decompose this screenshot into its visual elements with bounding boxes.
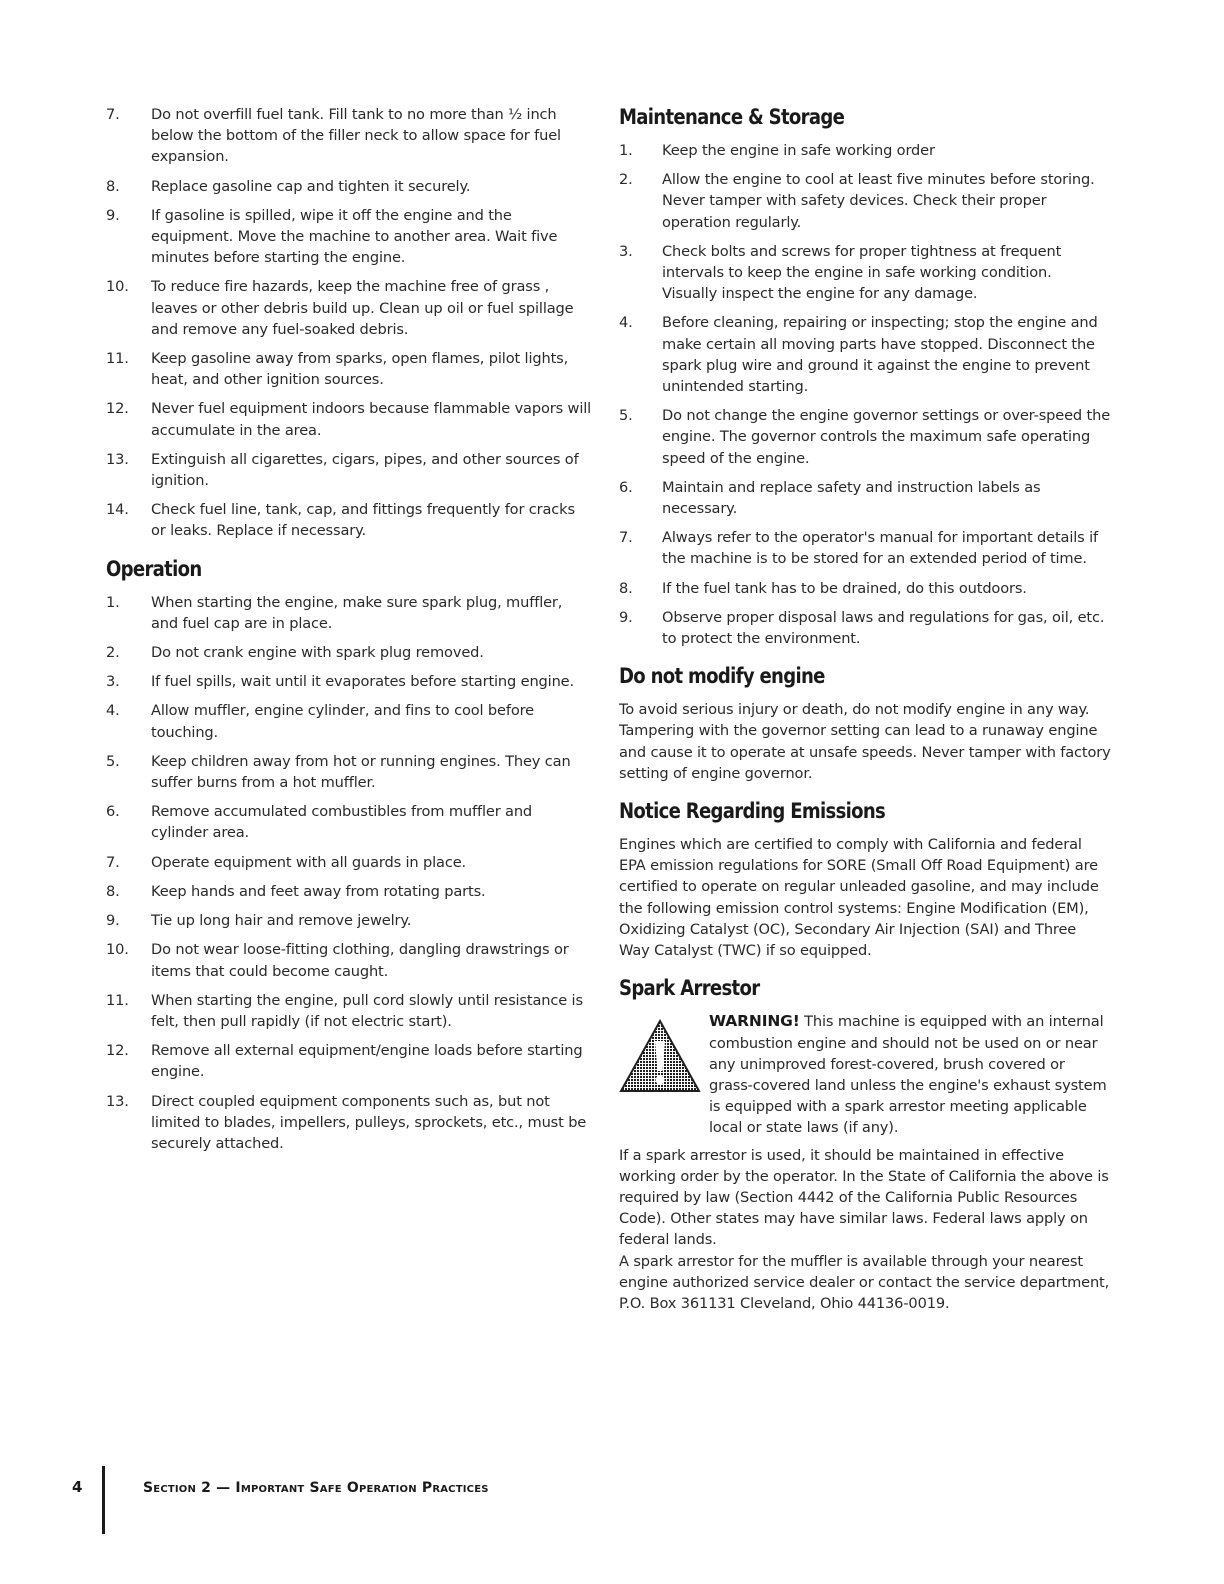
list-item (619, 527, 1111, 569)
list-item (619, 169, 1111, 233)
list-item-number: 6. (619, 478, 633, 496)
list-item-number: 9. (106, 206, 120, 224)
warning-body: This machine is equipped with an internal combustion engine and should not be used on or near any unimproved forest-covered, brush covered or grass-covered land unless the engine's exhaust system is equipped with a spark arrestor meeting applicable local or state laws (if any). (709, 1013, 1107, 1137)
list-item-text: Keep gasoline away from sparks, open flames, pilot lights, heat, and other ignition sources. (151, 350, 569, 389)
list-item-number: 6. (106, 803, 120, 821)
list-item-text: Direct coupled equipment components such as, but not limited to blades, impellers, pulleys, sprockets, etc., must be securely attached. (151, 1092, 587, 1152)
list-item-text: Always refer to the operator's manual for important details if the machine is to be stored for an extended period of time. (662, 529, 1098, 568)
list-item-text: Tie up long hair and remove jewelry. (151, 912, 412, 930)
list-item (106, 910, 592, 931)
operation-heading: Operation (106, 556, 202, 581)
modify-heading: Do not modify engine (619, 664, 825, 689)
maintenance-heading: Maintenance & Storage (619, 105, 845, 129)
list-item-number: 9. (619, 608, 633, 626)
list-item-text: Keep children away from hot or running engines. They can suffer burns from a hot muffler. (151, 752, 571, 792)
list-item-text: Remove accumulated combustibles from muffler and cylinder area. (151, 803, 533, 842)
list-item (106, 499, 592, 541)
emissions-heading: Notice Regarding Emissions (619, 799, 886, 824)
list-item-number: 14. (106, 501, 129, 519)
list-item-text: Do not overfill fuel tank. Fill tank to no more than ½ inch below the bottom of the filler neck to allow space for fuel expansion. (151, 106, 561, 166)
list-item-text: Do not crank engine with spark plug removed. (151, 644, 484, 662)
maintenance-list (619, 140, 1111, 649)
list-item-number: 8. (106, 882, 120, 900)
warning-box (619, 1011, 1111, 1138)
spark-arrestor-paragraph-1: If a spark arrestor is used, it should be maintained in effective working order by the operator. In the State of California the above is required by law (Section 4442 of the California Public Resources Code). Other states may have similar laws. Federal laws apply on federal lands. (619, 1146, 1109, 1249)
list-item-text: Remove all external equipment/engine loads before starting engine. (151, 1042, 583, 1081)
list-item-text: Operate equipment with all guards in place. (151, 853, 467, 871)
spark-arrestor-heading: Spark Arrestor (619, 976, 760, 1001)
list-item (106, 1040, 592, 1082)
list-item-text: If fuel spills, wait until it evaporates before starting engine. (151, 673, 574, 691)
list-item-number: 10. (106, 278, 129, 296)
footer-section-title: Section 2 — Important Safe Operation Practices (143, 1480, 489, 1496)
list-item-text: Before cleaning, repairing or inspecting; stop the engine and make certain all moving parts have stopped. Disconnect the spark plug wire and ground it against the engine to prevent unintended starting. (662, 314, 1098, 396)
list-item-text: Check fuel line, tank, cap, and fittings frequently for cracks or leaks. Replace if necessary. (151, 501, 575, 540)
list-item (106, 176, 592, 197)
list-item-text: Observe proper disposal laws and regulations for gas, oil, etc. to protect the environment. (662, 608, 1105, 648)
list-item-number: 8. (619, 579, 633, 597)
list-item-number: 11. (106, 991, 129, 1009)
warning-triangle-icon (619, 1011, 709, 1138)
list-item-text: Check bolts and screws for proper tightness at frequent intervals to keep the engine in safe working condition. Visually inspect the engine for any damage. (662, 242, 1062, 303)
list-item-text: Keep the engine in safe working order (662, 142, 935, 159)
list-item-number: 4. (619, 314, 633, 332)
page-number: 4 (72, 1478, 83, 1496)
list-item (106, 751, 592, 793)
list-item-text: Extinguish all cigarettes, cigars, pipes, and other sources of ignition. (151, 450, 579, 490)
list-item-text: Allow muffler, engine cylinder, and fins to cool before touching. (151, 702, 534, 741)
list-item-number: 11. (106, 350, 129, 368)
operation-list (106, 592, 592, 1154)
fuel-safety-list (106, 104, 592, 542)
list-item-number: 7. (619, 529, 633, 547)
list-item (106, 449, 592, 491)
list-item (106, 398, 592, 440)
list-item-number: 13. (106, 450, 129, 468)
list-item-number: 7. (106, 106, 120, 123)
list-item (106, 990, 592, 1032)
list-item-number: 10. (106, 941, 129, 959)
list-item-number: 7. (106, 853, 120, 871)
list-item (106, 205, 592, 269)
list-item (106, 881, 592, 902)
list-item-number: 2. (106, 644, 120, 662)
list-item (106, 592, 592, 634)
list-item-number: 9. (106, 912, 120, 930)
list-item (619, 312, 1111, 397)
list-item-text: When starting the engine, pull cord slowly until resistance is felt, then pull rapidly (if not electric start). (151, 991, 583, 1030)
list-item-text: Do not change the engine governor settings or over-speed the engine. The governor controls the maximum safe operating speed of the engine. (662, 407, 1111, 467)
list-item (619, 241, 1111, 305)
list-item-number: 1. (106, 593, 120, 611)
list-item-number: 13. (106, 1092, 129, 1110)
list-item-number: 3. (106, 673, 120, 691)
list-item (106, 104, 592, 168)
list-item-number: 5. (619, 407, 633, 425)
list-item-text: Do not wear loose-fitting clothing, dangling drawstrings or items that could become caught. (151, 941, 569, 980)
list-item (106, 276, 592, 340)
list-item (106, 700, 592, 742)
list-item (106, 671, 592, 692)
list-item (106, 939, 592, 981)
list-item-text: Never fuel equipment indoors because flammable vapors will accumulate in the area. (151, 400, 592, 439)
spark-arrestor-paragraph-2: A spark arrestor for the muffler is available through your nearest engine authorized service dealer or contact the service department, P.O. Box 361131 Cleveland, Ohio 44136-0019. (619, 1252, 1110, 1312)
left-column (106, 104, 592, 1162)
list-item-number: 2. (619, 171, 633, 189)
list-item-number: 1. (619, 142, 633, 159)
list-item-text: To reduce fire hazards, keep the machine free of grass , leaves or other debris build up. Clean up oil or fuel spillage and remove any fuel-soaked debris. (151, 278, 574, 338)
list-item (106, 801, 592, 843)
list-item-number: 4. (106, 702, 120, 720)
list-item (619, 477, 1111, 519)
list-item (619, 405, 1111, 469)
list-item-number: 5. (106, 752, 120, 770)
list-item (619, 607, 1111, 649)
list-item-text: When starting the engine, make sure spark plug, muffler, and fuel cap are in place. (151, 593, 563, 632)
list-item (619, 578, 1111, 599)
list-item (619, 140, 1111, 161)
warning-text (709, 1011, 1111, 1138)
footer-divider (102, 1466, 105, 1534)
list-item-text: If the fuel tank has to be drained, do this outdoors. (662, 579, 1027, 597)
list-item-number: 12. (106, 400, 129, 418)
list-item-number: 3. (619, 242, 633, 260)
list-item (106, 1091, 592, 1155)
right-column (619, 104, 1111, 1320)
list-item (106, 852, 592, 873)
list-item-number: 12. (106, 1042, 129, 1060)
list-item-text: Maintain and replace safety and instruction labels as necessary. (662, 478, 1041, 518)
emissions-paragraph: Engines which are certified to comply with California and federal EPA emission regulations for SORE (Small Off Road Equipment) are certified to operate on regular unleaded gasoline, and may include the following emission control systems: Engine Modification (EM), Oxidizing Catalyst (OC), Secondary Air Injection (SAI) and Three Way Catalyst (TWC) if so equipped. (619, 836, 1099, 960)
list-item-text: Allow the engine to cool at least five minutes before storing. Never tamper with safety devices. Check their proper operation regularly. (662, 171, 1095, 231)
warning-label: WARNING! (709, 1012, 800, 1031)
list-item-number: 8. (106, 177, 120, 195)
list-item-text: Replace gasoline cap and tighten it securely. (151, 177, 471, 195)
modify-paragraph: To avoid serious injury or death, do not modify engine in any way. Tampering with the governor setting can lead to a runaway engine and cause it to operate at unsafe speeds. Never tamper with factory setting of engine governor. (619, 701, 1111, 782)
list-item-text: Keep hands and feet away from rotating parts. (151, 882, 486, 900)
list-item (106, 642, 592, 663)
list-item-text: If gasoline is spilled, wipe it off the engine and the equipment. Move the machine to another area. Wait five minutes before starting the engine. (151, 206, 558, 267)
list-item (106, 348, 592, 390)
